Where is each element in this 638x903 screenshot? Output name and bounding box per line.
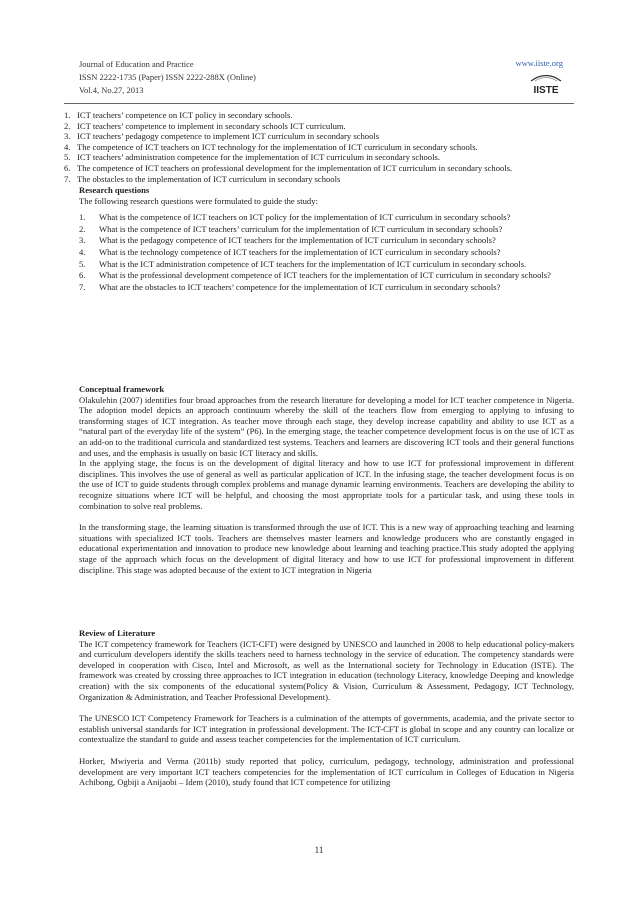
- list-item: [79, 282, 574, 293]
- list-item-text: ICT teachers’ pedagogy competence to implement ICT curriculum in secondary schools: [77, 131, 380, 142]
- list-item-number: 5.: [79, 258, 86, 269]
- research-questions-intro: The following research questions were formulated to guide the study:: [79, 195, 318, 206]
- list-item-text: What is the pedagogy competence of ICT teachers for the implementation of ICT curriculum in secondary schools?: [99, 235, 496, 246]
- svg-text:IISTE: IISTE: [533, 85, 559, 96]
- list-item: [64, 152, 574, 163]
- paragraph: The UNESCO ICT Competency Framework for Teachers is a culmination of the attempts of governments, academia, and the private sector to establish universal standards for ICT integration in professional development. The ICT-CFT is global in scope and any country can localize or contextualize the standard to guide and assess teacher competencies for the implementation of ICT curriculum.: [79, 713, 574, 745]
- list-item-number: 1.: [64, 110, 71, 120]
- list-item: [79, 270, 574, 281]
- objectives-list: [64, 110, 574, 184]
- list-item-text: What is the technology competence of ICT teachers for the implementation of ICT curriculum in secondary schools?: [99, 246, 501, 257]
- list-item-number: 7.: [79, 281, 86, 292]
- list-item: [64, 110, 574, 121]
- list-item-text: What is the professional development competence of ICT teachers for the implementation of ICT curriculum in secondary schools?: [99, 270, 551, 281]
- list-item: [79, 235, 574, 246]
- issn-line: ISSN 2222-1735 (Paper) ISSN 2222-288X (Online): [79, 72, 256, 82]
- research-questions-list: [79, 212, 574, 292]
- list-item: [64, 142, 574, 153]
- volume-line: Vol.4, No.27, 2013: [79, 85, 144, 95]
- list-item-number: 5.: [64, 152, 71, 163]
- list-item-text: What is the ICT administration competence of ICT teachers for the implementation of ICT curriculum in secondary schools.: [99, 258, 527, 269]
- list-item-number: 4.: [64, 141, 71, 152]
- paragraph: The ICT competency framework for Teachers (ICT-CFT) were designed by UNESCO and launched in 2008 to help educational policy-makers and curriculum developers identify the skills teachers need to harness technology in the service of education. The competency standards were developed in cooperation with Cisco, Intel and Microsoft, as well as the International society for Technology in Education (ISTE). The framework was created by crossing three approaches to ICT integration in education (technology Literacy, knowledge Deeping and knowledge creation) with the six components of the educational system(Policy & Vision, Curriculum & Assessment, Pedagogy, ICT Technology, Organization & Administration, and Teacher Professional Development).: [79, 638, 574, 702]
- journal-title: Journal of Education and Practice: [79, 59, 194, 69]
- conceptual-framework-section: [79, 384, 574, 586]
- list-item: [64, 163, 574, 174]
- paragraph: In the applying stage, the focus is on the development of digital literacy and how to use ICT for professional improvement in different disciplines. This involves the use of general as well as particular application of ICT. In the infusing stage, the teacher development focus is on the use of ICT to guide students through complex problems and manage dynamic learning environments. Teachers are developing the ability to recognize situations where ICT will be helpful, and choosing the most appropriate tools for a particular task, and using these tools in combination to solve real problems.: [79, 458, 574, 511]
- research-questions-heading: Research questions: [79, 185, 150, 195]
- list-item-number: 2.: [64, 120, 71, 131]
- page-number: 11: [314, 845, 324, 855]
- list-item-text: What are the obstacles to ICT teachers’ competence for the implementation of ICT curriculum in secondary schools?: [99, 281, 501, 292]
- list-item-number: 3.: [79, 235, 86, 246]
- list-item: [79, 224, 574, 235]
- list-item-number: 2.: [79, 223, 86, 234]
- list-item-number: 6.: [64, 162, 71, 173]
- list-item: [79, 259, 574, 270]
- list-item-number: 6.: [79, 270, 86, 281]
- list-item-number: 7.: [64, 173, 71, 184]
- header-rule: [64, 103, 574, 104]
- journal-url-link[interactable]: www.iiste.org: [515, 58, 563, 68]
- list-item-number: 4.: [79, 246, 86, 257]
- paragraph: Olakulehin (2007) identifies four broad approaches from the research literature for developing a model for ICT teacher competence in Nigeria. The adoption model depicts an approach continuum whereby the skill of the teachers flow from emerging to applying to infusing to transforming stages of ICT integration. As teacher move through each stage, they develop increase capability and ability to use ICT as a “natural part of the everyday life of the system” (P6). In the emerging stage, the teacher competence development focus is on the use of ICT as an add-on to the traditional curricula and standardized test systems. Teachers and learners are discovering ICT tools and their general functions and uses, and the emphasis is usually on basic ICT literacy and skills.: [79, 394, 574, 458]
- list-item-text: ICT teachers’ administration competence for the implementation of ICT curriculum in secondary schools.: [77, 152, 440, 163]
- list-item-text: ICT teachers’ competence to implement in secondary schools ICT curriculum.: [77, 120, 346, 131]
- list-item: [64, 121, 574, 132]
- list-item-text: The competence of ICT teachers on ICT technology for the implementation of ICT curriculum in secondary schools.: [77, 141, 478, 152]
- list-item-text: What is the competence of ICT teachers on ICT policy for the implementation of ICT curriculum in secondary schools?: [99, 212, 511, 223]
- list-item: [79, 212, 574, 223]
- list-item-text: The competence of ICT teachers on professional development for the implementation of ICT curriculum in secondary schools.: [77, 162, 513, 173]
- iiste-logo: [529, 72, 563, 96]
- list-item: [64, 131, 574, 142]
- list-item-text: What is the competence of ICT teachers’ curriculum for the implementation of ICT curriculum in secondary schools?: [99, 223, 503, 234]
- research-questions-section: [79, 185, 574, 292]
- review-of-literature-heading: Review of Literature: [79, 628, 156, 638]
- list-item: [79, 247, 574, 258]
- list-item-text: The obstacles to the implementation of ICT curriculum in secondary schools: [77, 173, 341, 184]
- list-item-number: 3.: [64, 131, 71, 142]
- conceptual-framework-heading: Conceptual framework: [79, 384, 165, 394]
- list-item-text: ICT teachers’ competence on ICT policy in secondary schools.: [77, 110, 293, 120]
- paragraph: In the transforming stage, the learning situation is transformed through the use of ICT. This is a new way of approaching teaching and learning situations with specialized ICT tools. Teachers are themselves master learners and knowledge producers who are constantly engaged in educational experimentation and innovation to produce new knowledge about learning and teaching practice.This study adopted the applying stage of the approach which focus on the development of digital literacy and how to use ICT for professional improvement in different discipline. This stage was adopted because of the extent to ICT integration in Nigeria: [79, 522, 574, 575]
- paragraph: Horker, Mwiyeria and Verma (2011b) study reported that policy, curriculum, pedagogy, technology, administration and professional development are very important ICT teachers competencies for the implementation of ICT curriculum in Colleges of Education in Nigeria Achibong, Ogbiji a Anijaobi – Idem (2010), study found that ICT competence for utilizing: [79, 755, 574, 788]
- list-item-number: 1.: [79, 212, 86, 223]
- journal-header: [79, 58, 256, 97]
- review-of-literature-section: [79, 628, 574, 799]
- list-item: [64, 174, 574, 185]
